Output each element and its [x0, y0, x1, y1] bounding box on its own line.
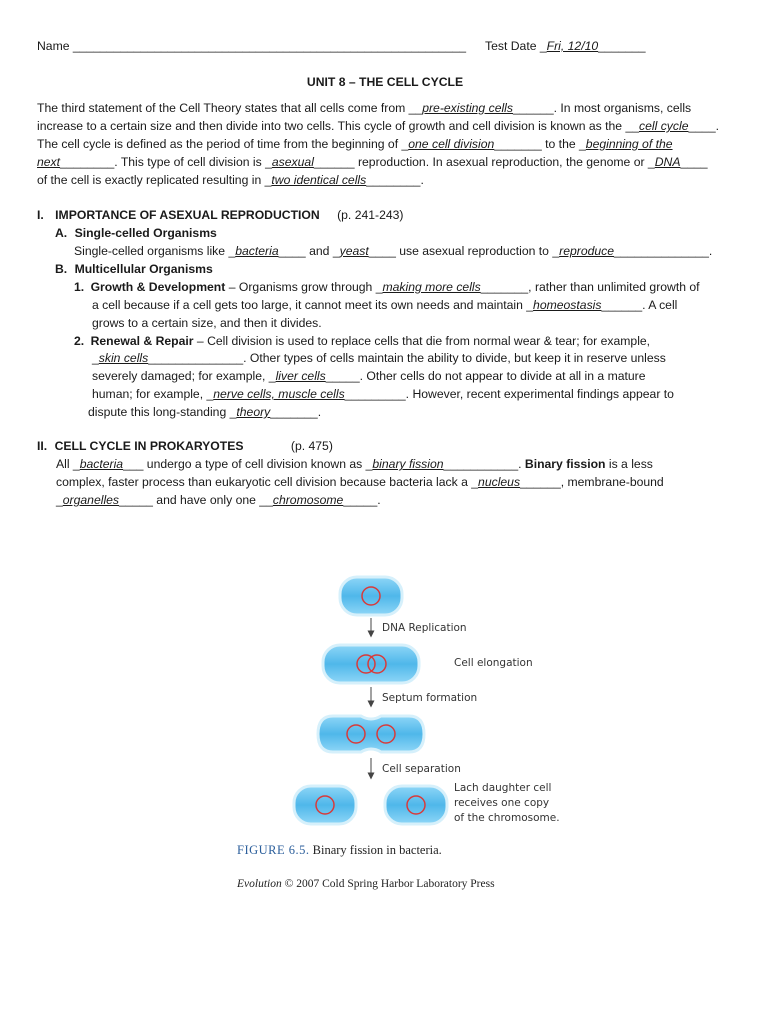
item-number: 2.: [74, 334, 85, 348]
label-septum-formation: Septum formation: [382, 692, 478, 704]
fill-answer: nerve cells, muscle cells: [213, 387, 345, 401]
fill-answer: organelles: [62, 493, 120, 507]
fill-answer: making more cells: [382, 280, 481, 294]
label-cell-separation: Cell separation: [382, 763, 461, 775]
figure-credit: [237, 876, 495, 894]
intro-fill: cell cycle: [639, 119, 689, 133]
label-dna-replication: DNA Replication: [382, 622, 467, 634]
intro-text: of the cell is exactly replicated resulting in _: [37, 173, 272, 187]
body-text: grows to a certain size, and then it divides.: [92, 316, 322, 330]
label-daughter-note-1: Lach daughter cell: [454, 782, 552, 794]
body-text: – Cell division is used to replace cells that die from normal wear & tear; for example,: [193, 334, 651, 348]
intro-text: ________.: [366, 173, 424, 187]
intro-fill: beginning of the: [585, 137, 673, 151]
body-text: ____ use asexual reproduction to _: [368, 244, 560, 258]
body-text: is a less: [605, 457, 653, 471]
body-text: complex, faster process than eukaryotic cell division because bacteria lack a _: [56, 475, 479, 489]
intro-text: increase to a certain size and then divide into two cells. This cycle of growth and cell division is known as the __: [37, 119, 640, 133]
fill-answer: bacteria: [235, 244, 279, 258]
intro-text: _______ to the _: [494, 137, 586, 151]
test-date-value: Fri, 12/10: [546, 39, 599, 53]
intro-fill: one cell division: [408, 137, 495, 151]
fill-answer: bacteria: [79, 457, 124, 471]
cell-stage-1: [340, 577, 402, 615]
body-text: a cell because if a cell gets too large, it cannot meet its own needs and maintain _: [92, 298, 534, 312]
fill-answer: nucleus: [478, 475, 521, 489]
section-pages: (p. 475): [290, 439, 333, 453]
intro-fill: DNA: [654, 155, 681, 169]
body-text: severely damaged; for example, _: [92, 369, 276, 383]
body-text: _______.: [270, 405, 322, 419]
subsection-title: Single-celled Organisms: [74, 226, 217, 240]
intro-fill: pre-existing cells: [422, 101, 513, 115]
section-numeral: I.: [37, 208, 44, 222]
intro-text: ____: [680, 155, 708, 169]
intro-fill: two identical cells: [271, 173, 367, 187]
term-bold: Binary fission: [524, 457, 606, 471]
body-text: All _: [56, 457, 80, 471]
body-text: human; for example, _: [92, 387, 214, 401]
intro-fill: asexual: [271, 155, 314, 169]
section-pages: (p. 241-243): [337, 208, 404, 222]
fill-answer: binary fission: [372, 457, 444, 471]
section-title: CELL CYCLE IN PROKARYOTES: [54, 439, 244, 453]
intro-text: ____.: [688, 119, 719, 133]
test-date-tail: _______: [598, 39, 646, 53]
intro-text: ________. This type of cell division is _: [60, 155, 272, 169]
page-title: UNIT 8 – THE CELL CYCLE: [306, 75, 464, 89]
test-date-label: Test Date _: [485, 39, 547, 53]
cell-stage-2: [323, 645, 419, 683]
section-numeral: II.: [37, 439, 48, 453]
intro-fill: next: [37, 155, 61, 169]
body-text: _________. However, recent experimental findings appear to: [344, 387, 674, 401]
body-text: ______. A cell: [601, 298, 678, 312]
fill-answer: theory: [236, 405, 271, 419]
item-number: 1.: [74, 280, 85, 294]
name-label: Name: [37, 39, 70, 53]
intro-text: The third statement of the Cell Theory states that all cells come from __: [37, 101, 423, 115]
subsection-title: Multicellular Organisms: [74, 262, 213, 276]
fill-answer: chromosome: [272, 493, 344, 507]
body-text: – Organisms grow through _: [225, 280, 383, 294]
cell-stage-3: [318, 716, 424, 752]
fill-answer: reproduce: [559, 244, 615, 258]
fill-answer: skin cells: [98, 351, 149, 365]
name-blank: __________________________________________________________: [72, 39, 467, 53]
fill-answer: yeast: [339, 244, 369, 258]
figure-number: FIGURE 6.5.: [237, 843, 310, 857]
credit-book-title: Evolution: [237, 878, 282, 890]
figure-caption-text: Binary fission in bacteria.: [309, 843, 442, 857]
body-text: Single-celled organisms like _: [74, 244, 236, 258]
subsection-label: A.: [55, 226, 68, 240]
intro-text: ______ reproduction. In asexual reproduction, the genome or _: [313, 155, 655, 169]
label-daughter-note-2: receives one copy: [454, 797, 550, 809]
body-text: ___________.: [443, 457, 525, 471]
body-text: _: [56, 493, 63, 507]
figure-caption: [237, 842, 442, 860]
credit-publisher: © 2007 Cold Spring Harbor Laboratory Press: [281, 878, 495, 890]
fill-answer: liver cells: [275, 369, 326, 383]
body-text: _____ and have only one __: [119, 493, 273, 507]
item-title: Renewal & Repair: [90, 334, 194, 348]
body-text: ___ undergo a type of cell division known as _: [123, 457, 373, 471]
body-text: ______________. Other types of cells maintain the ability to divide, but keep it in reserve unless: [148, 351, 666, 365]
item-title: Growth & Development: [90, 280, 226, 294]
daughter-cell-right: [385, 786, 447, 824]
section-title: IMPORTANCE OF ASEXUAL REPRODUCTION: [55, 208, 320, 222]
body-text: _____.: [343, 493, 381, 507]
label-daughter-note-3: of the chromosome.: [454, 812, 560, 824]
body-text: _: [92, 351, 99, 365]
body-text: dispute this long-standing _: [88, 405, 237, 419]
intro-text: ______. In most organisms, cells: [512, 101, 692, 115]
body-text: ____ and _: [278, 244, 340, 258]
body-text: ______, membrane-bound: [520, 475, 664, 489]
body-text: _____. Other cells do not appear to divide at all in a mature: [325, 369, 646, 383]
subsection-label: B.: [55, 262, 68, 276]
label-cell-elongation: Cell elongation: [454, 657, 533, 669]
intro-text: The cell cycle is defined as the period of time from the beginning of _: [37, 137, 409, 151]
body-text: _______, rather than unlimited growth of: [480, 280, 700, 294]
daughter-cell-left: [294, 786, 356, 824]
body-text: ______________.: [614, 244, 713, 258]
fill-answer: homeostasis: [533, 298, 602, 312]
